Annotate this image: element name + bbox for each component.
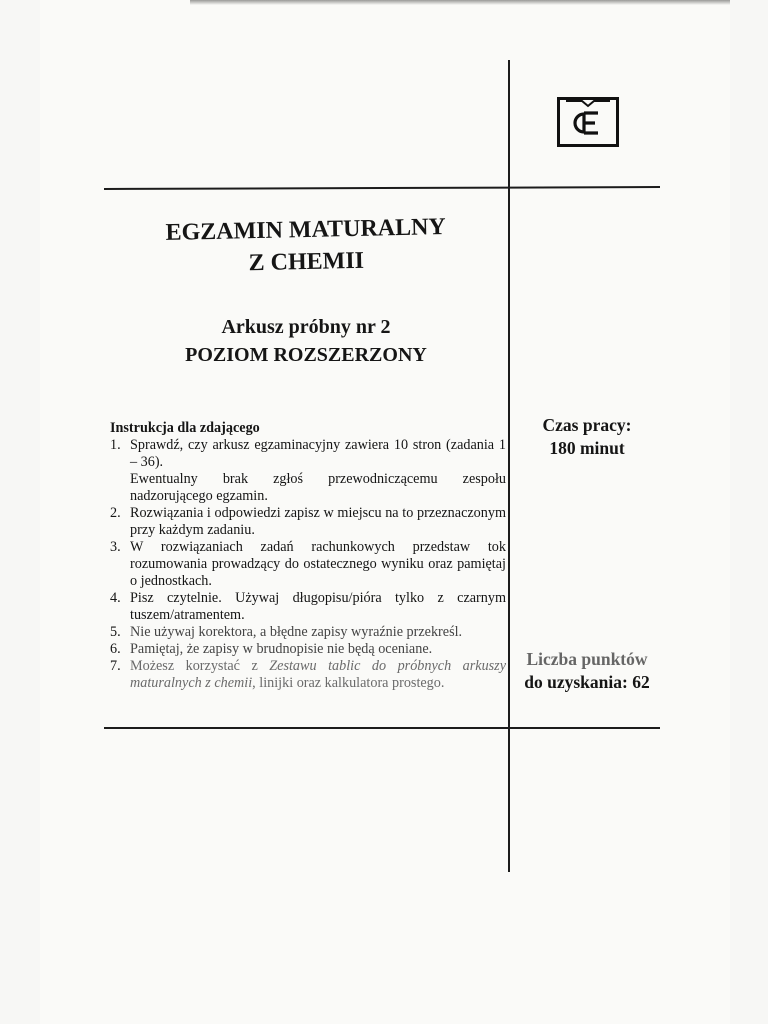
exam-title-line1: EGZAMIN MATURALNY: [165, 214, 447, 246]
instruction-number: 6.: [110, 641, 121, 657]
bottom-divider: [104, 727, 660, 729]
exam-duration-label: Czas pracy:: [542, 415, 632, 435]
instruction-number: 7.: [110, 658, 121, 674]
vertical-divider: [508, 60, 510, 872]
max-points: [512, 648, 662, 694]
oe-logo-icon: [557, 97, 619, 147]
instruction-text-wrapper: [130, 437, 506, 505]
instruction-text: Rozwiązania i odpowiedzi zapisz w miejscu na to przeznaczonym przy każdym zadaniu.: [130, 505, 506, 538]
instruction-text-after: , linijki oraz kalkulatora prostego.: [252, 675, 445, 691]
instruction-item-5: [110, 624, 506, 641]
instruction-number: 1.: [110, 437, 121, 453]
exam-subtitle-line1: Arkusz próbny nr 2: [221, 316, 391, 338]
exam-title: [103, 210, 508, 282]
instruction-text: Pamiętaj, że zapisy w brudnopisie nie będą oceniane.: [130, 641, 433, 657]
instruction-item-7: [110, 658, 506, 692]
max-points-value: do uzyskania: 62: [524, 672, 650, 692]
instruction-text: Pisz czytelnie. Używaj długopisu/pióra tylko z czarnym tuszem/atramentem.: [130, 590, 506, 623]
instruction-number: 3.: [110, 539, 121, 555]
instruction-text-wrapper: [130, 658, 506, 692]
exam-duration-value: 180 minut: [549, 438, 625, 458]
instructions-list: [110, 437, 506, 692]
instruction-item-6: [110, 641, 506, 658]
instruction-text: Nie używaj korektora, a błędne zapisy wyraźnie przekreśl.: [130, 624, 463, 640]
instruction-item-4: [110, 590, 506, 624]
instruction-number: 2.: [110, 505, 121, 521]
instruction-extra: Ewentualny brak zgłoś przewodniczącemu zespołu nadzorującego egzamin.: [130, 471, 506, 504]
instruction-number: 4.: [110, 590, 121, 606]
instruction-item-1: [110, 437, 506, 505]
instruction-item-3: [110, 539, 506, 590]
instructions-block: [110, 420, 506, 692]
instruction-number: 5.: [110, 624, 121, 640]
page-top-shadow: [190, 0, 730, 5]
instructions-heading: Instrukcja dla zdającego: [110, 420, 260, 436]
instruction-text-italic: Zestawu tablic do próbnych arkuszy maturalnych z chemii: [130, 658, 507, 691]
instruction-item-2: [110, 505, 506, 539]
exam-duration: [512, 414, 662, 460]
exam-title-line2: Z CHEMII: [248, 247, 365, 277]
exam-subtitle: [104, 313, 508, 369]
max-points-label: Liczba punktów: [526, 649, 648, 669]
instruction-text: Sprawdź, czy arkusz egzaminacyjny zawiera 10 stron (zadania 1 – 36).: [130, 437, 506, 470]
instruction-text: Możesz korzystać z: [130, 658, 270, 674]
exam-subtitle-line2: POZIOM ROZSZERZONY: [185, 344, 427, 366]
instruction-text: W rozwiązaniach zadań rachunkowych przedstaw tok rozumowania prowadzący do ostatecznego wyniku oraz pamiętaj o jednostkach.: [130, 539, 506, 589]
